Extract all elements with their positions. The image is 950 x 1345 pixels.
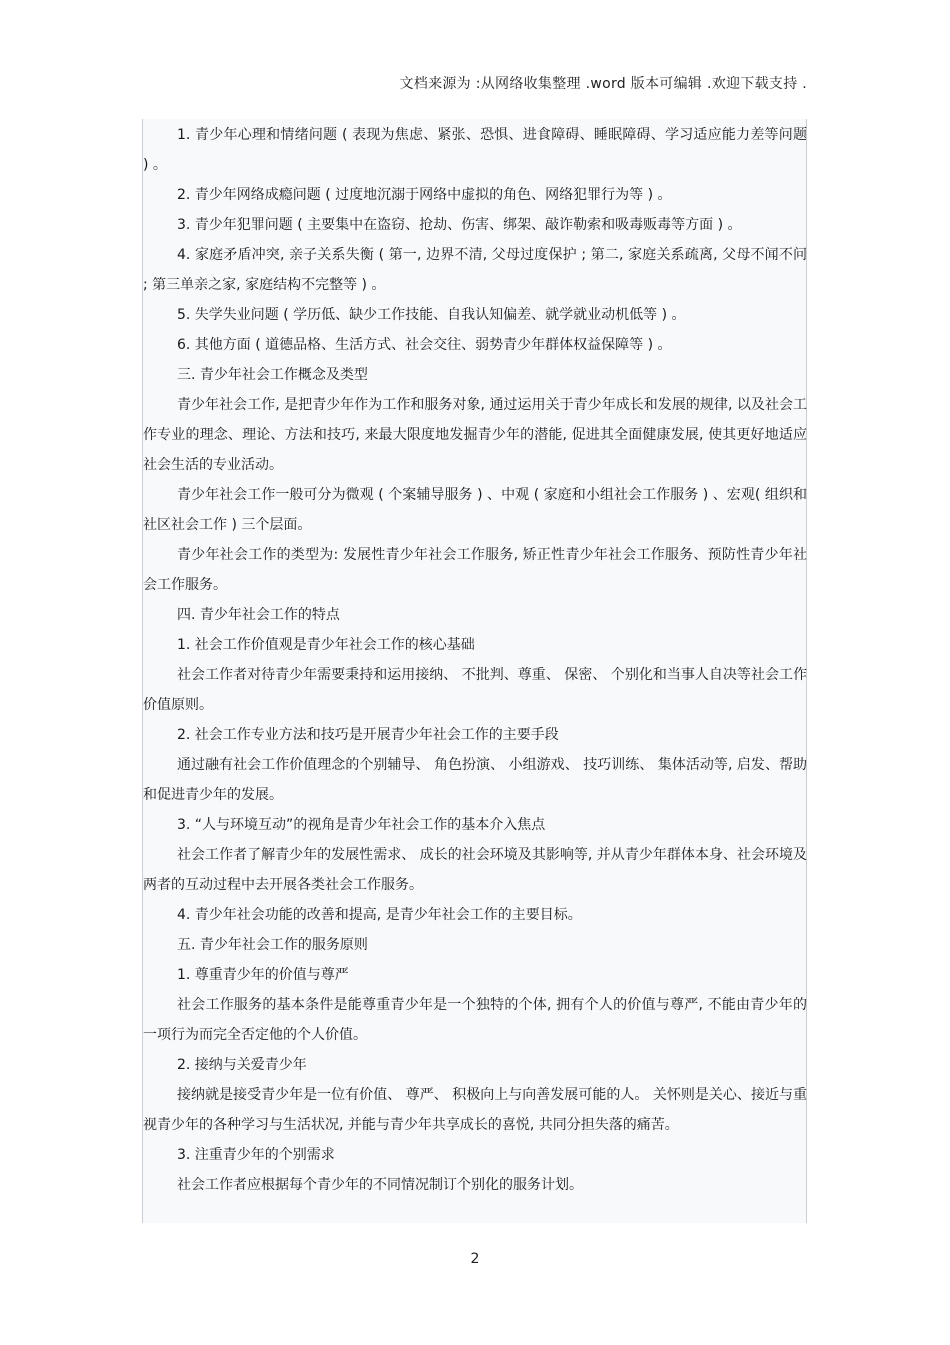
paragraph: 社会工作者了解青少年的发展性需求、 成长的社会环境及其影响等, 并从青少年群体本身、社会环境及两者的互动过程中去开展各类社会工作服务。	[143, 847, 807, 893]
paragraph: 4. 家庭矛盾冲突, 亲子关系失衡 ( 第一, 边界不清, 父母过度保护 ; 第二, 家庭关系疏离, 父母不闻不问 ; 第三单亲之家, 家庭结构不完整等 ) 。	[143, 247, 807, 293]
page-number: 2	[470, 1251, 480, 1267]
paragraph: 青少年社会工作, 是把青少年作为工作和服务对象, 通过运用关于青少年成长和发展的规律, 以及社会工作专业的理念、理论、方法和技巧, 来最大限度地发掘青少年的潜能, 促进其全面健康发展, 使其更好地适应社会生活的专业活动。	[143, 397, 807, 473]
subheading: 3. 注重青少年的个别需求	[177, 1147, 335, 1163]
subheading: 3. “人与环境互动”的视角是青少年社会工作的基本介入焦点	[177, 817, 546, 833]
section-heading: 四. 青少年社会工作的特点	[177, 607, 340, 623]
paragraph: 1. 青少年心理和情绪问题 ( 表现为焦虑、紧张、恐惧、进食障碍、睡眠障碍、学习适应能力差等问题 ) 。	[143, 127, 807, 173]
subheading: 4. 青少年社会功能的改善和提高, 是青少年社会工作的主要目标。	[177, 907, 582, 923]
paragraph: 青少年社会工作一般可分为微观 ( 个案辅导服务 ) 、中观 ( 家庭和小组社会工作服务 ) 、宏观( 组织和社区社会工作 ) 三个层面。	[143, 487, 807, 533]
paragraph: 通过融有社会工作价值理念的个别辅导、 角色扮演、 小组游戏、 技巧训练、 集体活动等, 启发、帮助和促进青少年的发展。	[143, 757, 807, 803]
paragraph: 3. 青少年犯罪问题 ( 主要集中在盗窃、抢劫、伤害、绑架、敲诈勒索和吸毒贩毒等方面 ) 。	[177, 217, 742, 233]
paragraph: 5. 失学失业问题 ( 学历低、缺少工作技能、自我认知偏差、就学就业动机低等 ) 。	[177, 307, 686, 323]
section-heading: 五. 青少年社会工作的服务原则	[177, 937, 368, 953]
paragraph: 6. 其他方面 ( 道德品格、生活方式、社会交往、弱势青少年群体权益保障等 ) 。	[177, 337, 672, 353]
subheading: 2. 接纳与关爱青少年	[177, 1057, 307, 1073]
document-source-header: 文档来源为 :从网络收集整理 .word 版本可编辑 .欢迎下载支持 .	[399, 76, 807, 92]
paragraph: 社会工作者对待青少年需要秉持和运用接纳、 不批判、尊重、 保密、 个别化和当事人自决等社会工作价值原则。	[143, 667, 807, 713]
subheading: 1. 尊重青少年的价值与尊严	[177, 967, 349, 983]
subheading: 1. 社会工作价值观是青少年社会工作的核心基础	[177, 637, 475, 653]
paragraph: 2. 青少年网络成瘾问题 ( 过度地沉溺于网络中虚拟的角色、网络犯罪行为等 ) 。	[177, 187, 672, 203]
paragraph: 青少年社会工作的类型为: 发展性青少年社会工作服务, 矫正性青少年社会工作服务、预防性青少年社会工作服务。	[143, 547, 807, 593]
paragraph: 社会工作者应根据每个青少年的不同情况制订个别化的服务计划。	[177, 1177, 583, 1193]
paragraph: 接纳就是接受青少年是一位有价值、 尊严、 积极向上与向善发展可能的人。 关怀则是关心、接近与重视青少年的各种学习与生活状况, 并能与青少年共享成长的喜悦, 共同分担失落的痛苦。	[143, 1087, 807, 1133]
section-heading: 三. 青少年社会工作概念及类型	[177, 367, 368, 383]
subheading: 2. 社会工作专业方法和技巧是开展青少年社会工作的主要手段	[177, 727, 559, 743]
paragraph: 社会工作服务的基本条件是能尊重青少年是一个独特的个体, 拥有个人的价值与尊严, 不能由青少年的一项行为而完全否定他的个人价值。	[143, 997, 807, 1043]
document-body	[143, 120, 807, 1200]
